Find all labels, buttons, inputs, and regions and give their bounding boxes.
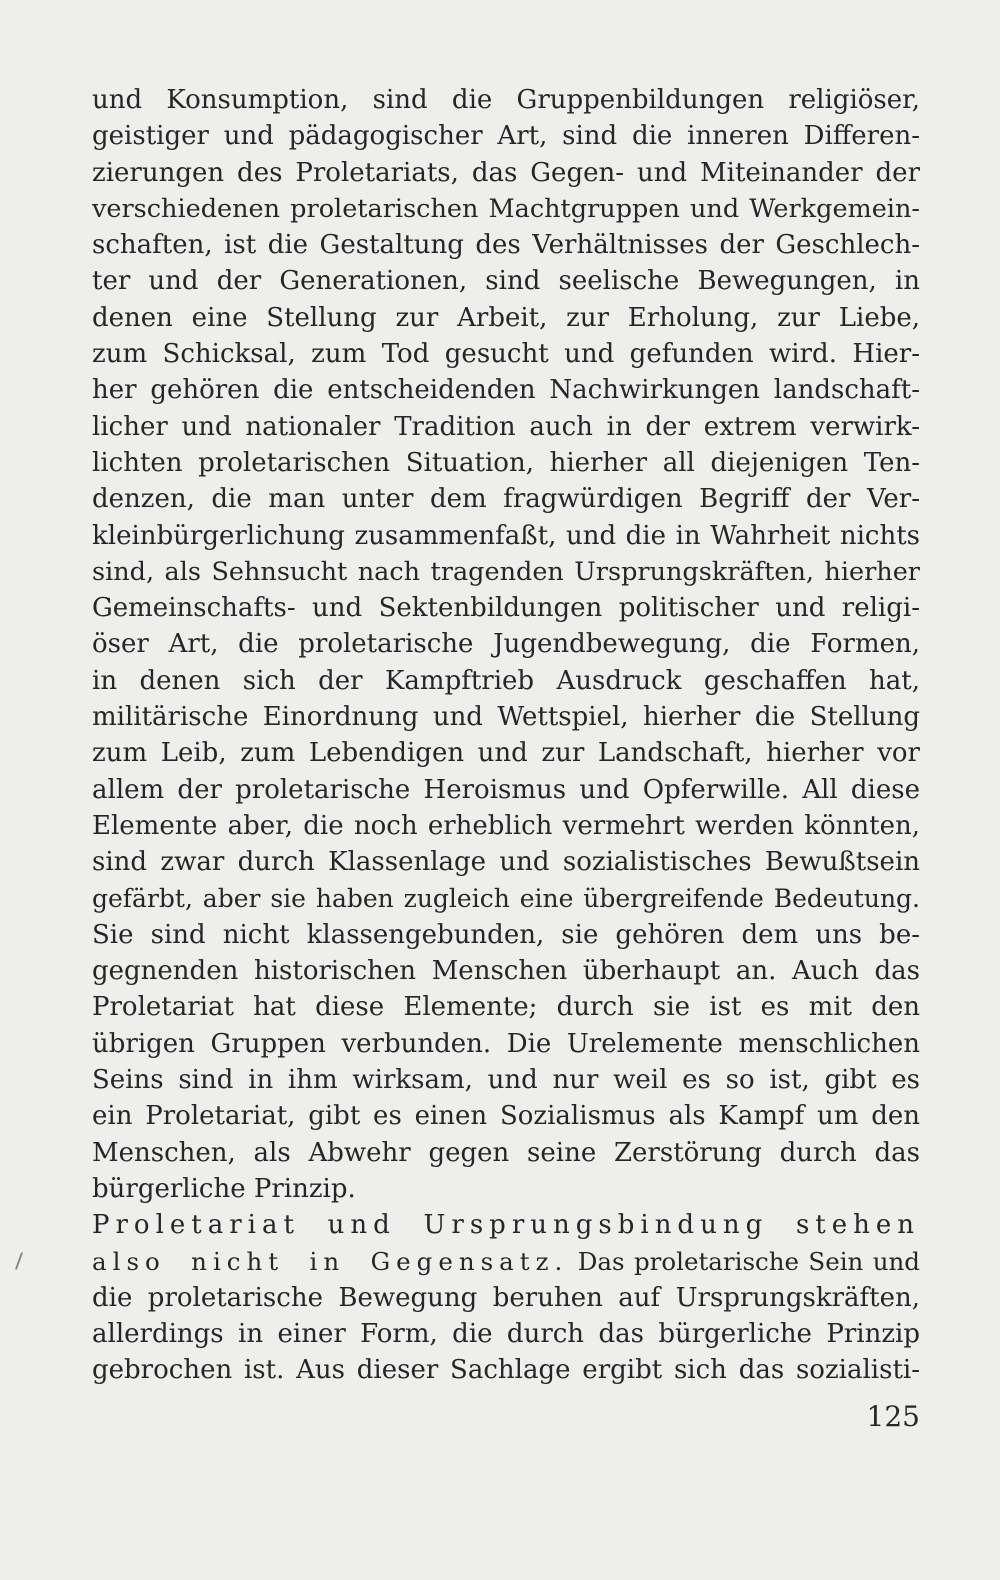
- text-line: Menschen, als Abwehr gegen seine Zerstörung durch das: [92, 1137, 920, 1168]
- text-line: militärische Einordnung und Wettspiel, hierher die Stellung: [92, 702, 920, 733]
- text-line: zum Schicksal, zum Tod gesucht und gefunden wird. Hier-: [92, 339, 920, 370]
- text-line: Gemeinschafts- und Sektenbildungen politischer und religi-: [92, 593, 920, 624]
- text-line: denzen, die man unter dem fragwürdigen Begriff der Ver-: [92, 484, 920, 515]
- spaced-emphasis: also nicht in Gegensatz.: [92, 1246, 569, 1276]
- text-line: allem der proletarische Heroismus und Opferwille. All diese: [92, 774, 920, 805]
- text-line: ter und der Generationen, sind seelische Bewegungen, in: [92, 266, 920, 297]
- text-line: bürgerliche Prinzip.: [92, 1173, 356, 1204]
- text-line: lichten proletarischen Situation, hierher all diejenigen Ten-: [92, 447, 920, 478]
- text-line: ein Proletariat, gibt es einen Sozialismus als Kampf um den: [92, 1101, 920, 1132]
- body-text: [92, 82, 920, 1389]
- text-line: her gehören die entscheidenden Nachwirkungen landschaft-: [92, 375, 920, 406]
- text-line-mixed: [92, 1244, 920, 1280]
- margin-mark: [15, 1252, 23, 1270]
- text-line: gegnenden historischen Menschen überhaupt an. Auch das: [92, 956, 920, 987]
- text-line: Seins sind in ihm wirksam, und nur weil es so ist, gibt es: [92, 1065, 920, 1096]
- text-line: sind zwar durch Klassenlage und sozialistisches Bewußtsein: [92, 847, 920, 878]
- text-line: kleinbürgerlichung zusammenfaßt, und die in Wahrheit nichts: [92, 520, 920, 551]
- text-line: licher und nationaler Tradition auch in der extrem verwirk-: [92, 411, 920, 442]
- spaced-emphasis-line: Proletariat und Ursprungsbindung stehen: [92, 1210, 920, 1241]
- text-line: und Konsumption, sind die Gruppenbildungen religiöser,: [92, 85, 920, 115]
- text-line: übrigen Gruppen verbunden. Die Urelemente menschlichen: [92, 1028, 920, 1059]
- text-line: zierungen des Proletariats, das Gegen- und Miteinander der: [92, 157, 920, 188]
- text-line: allerdings in einer Form, die durch das bürgerliche Prinzip: [92, 1319, 920, 1350]
- text-line: Elemente aber, die noch erheblich vermehrt werden könnten,: [92, 810, 920, 841]
- text-line: geistiger und pädagogischer Art, sind die inneren Differen-: [92, 121, 920, 152]
- page-number: 125: [866, 1400, 920, 1433]
- text-line: öser Art, die proletarische Jugendbewegung, die Formen,: [92, 629, 920, 660]
- text-line: Proletariat hat diese Elemente; durch sie ist es mit den: [92, 992, 920, 1023]
- text-line: Sie sind nicht klassengebunden, sie gehören dem uns be-: [92, 919, 920, 950]
- text-line: denen eine Stellung zur Arbeit, zur Erholung, zur Liebe,: [92, 302, 920, 333]
- text-line: gebrochen ist. Aus dieser Sachlage ergibt sich das sozialisti-: [92, 1355, 920, 1386]
- text-line: die proletarische Bewegung beruhen auf Ursprungskräften,: [92, 1282, 920, 1313]
- text-line: verschiedenen proletarischen Machtgruppen und Werkgemein-: [92, 193, 920, 224]
- text-run: Das proletarische Sein und: [568, 1246, 920, 1276]
- text-line: gefärbt, aber sie haben zugleich eine übergreifende Bedeutung.: [92, 883, 920, 913]
- text-line: sind, als Sehnsucht nach tragenden Ursprungskräften, hierher: [92, 556, 920, 587]
- text-line: schaften, ist die Gestaltung des Verhältnisses der Geschlech-: [92, 230, 920, 261]
- text-line: in denen sich der Kampftrieb Ausdruck geschaffen hat,: [92, 665, 920, 696]
- text-line: zum Leib, zum Lebendigen und zur Landschaft, hierher vor: [92, 738, 920, 769]
